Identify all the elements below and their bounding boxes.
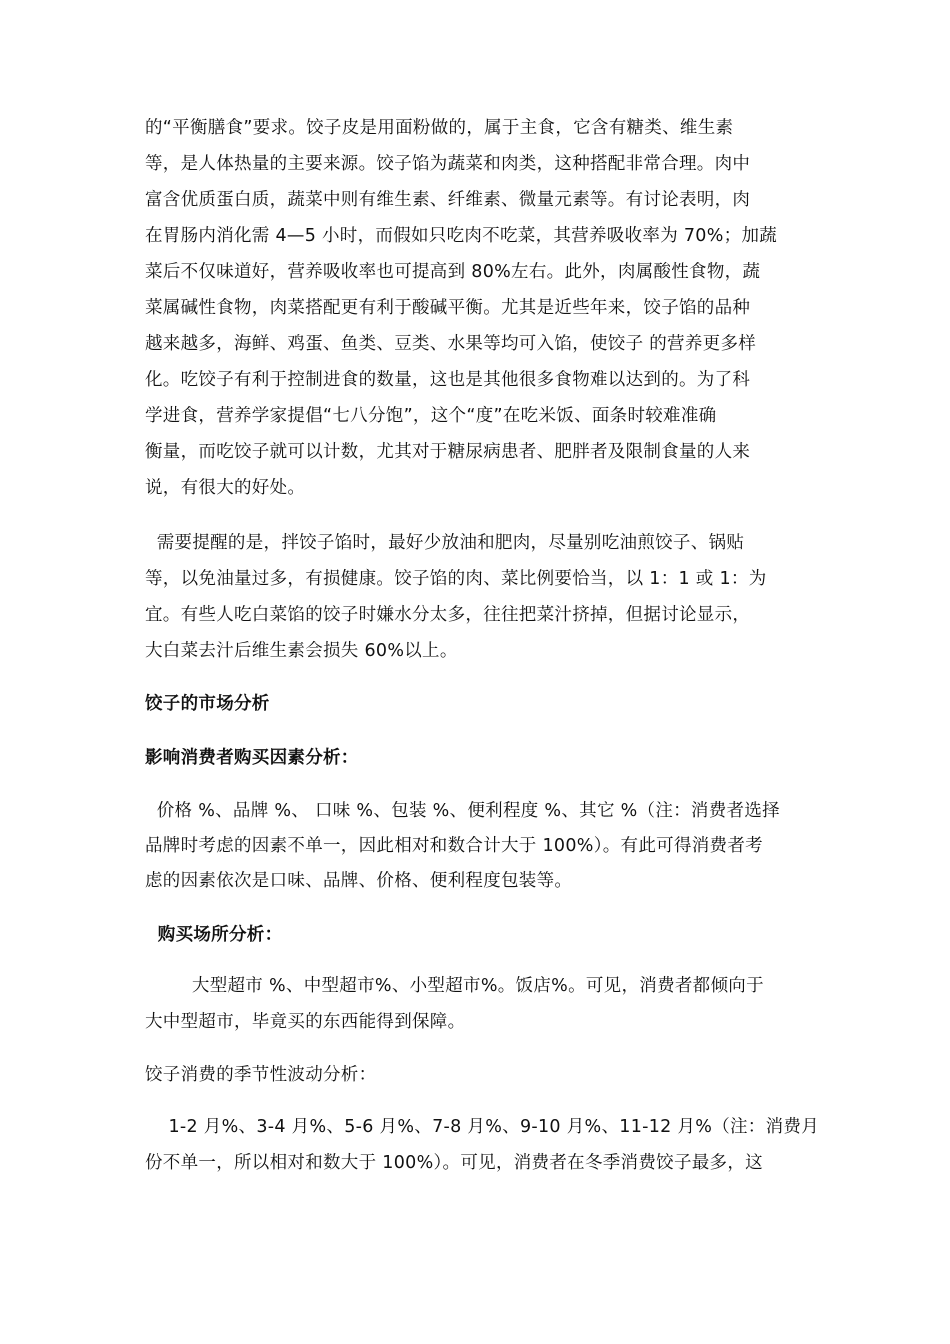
text-line: 菜属碱性食物，肉菜搭配更有利于酸碱平衡。尤其是近些年来，饺子馅的品种 [145,298,751,318]
text-line: 的“平衡膳食”要求。饺子皮是用面粉做的，属于主食，它含有糖类、维生素 [145,118,734,138]
text-line: 等，以免油量过多，有损健康。饺子馅的肉、菜比例要恰当，以 1：1 或 1：为 [145,569,767,589]
text-line: 价格 %、品牌 %、 口味 %、包装 %、便利程度 %、其它 %（注：消费者选择 [145,801,780,821]
text-line: 大型超市 %、中型超市%、小型超市%。饭店%。可见，消费者都倾向于 [145,976,764,996]
heading-purchase-place: 购买场所分析： [145,925,283,945]
text-line: 富含优质蛋白质，蔬菜中则有维生素、纤维素、微量元素等。有讨论表明，肉 [145,190,751,210]
text-line: 份不单一，所以相对和数大于 100%）。可见，消费者在冬季消费饺子最多，这 [145,1153,763,1173]
text-line: 在胃肠内消化需 4—5 小时，而假如只吃肉不吃菜，其营养吸收率为 70%；加蔬 [145,226,778,246]
heading-purchase-factors: 影响消费者购买因素分析： [145,748,359,768]
text-line: 越来越多，海鲜、鸡蛋、鱼类、豆类、水果等均可入馅，使饺子 的营养更多样 [145,334,757,354]
text-line: 菜后不仅味道好，营养吸收率也可提高到 80%左右。此外，肉属酸性食物，蔬 [145,262,761,282]
text-line: 化。吃饺子有利于控制进食的数量，这也是其他很多食物难以达到的。为了科 [145,370,751,390]
text-line: 虑的因素依次是口味、品牌、价格、便利程度包装等。 [145,871,573,891]
heading-seasonal-analysis: 饺子消费的季节性波动分析： [145,1065,377,1085]
text-line: 大白菜去汁后维生素会损失 60%以上。 [145,641,458,661]
heading-market-analysis: 饺子的市场分析 [145,694,270,714]
text-line: 需要提醒的是，拌饺子馅时，最好少放油和肥肉，尽量别吃油煎饺子、锅贴 [145,533,745,553]
text-line: 1-2 月%、3-4 月%、5-6 月%、7-8 月%、9-10 月%、11-12 月%（注：消费月 [145,1117,819,1137]
text-line: 等，是人体热量的主要来源。饺子馅为蔬菜和肉类，这种搭配非常合理。肉中 [145,154,751,174]
text-line: 说，有很大的好处。 [145,478,306,498]
text-line: 衡量，而吃饺子就可以计数，尤其对于糖尿病患者、肥胖者及限制食量的人来 [145,442,751,462]
text-line: 大中型超市，毕竟买的东西能得到保障。 [145,1012,466,1032]
text-line: 学进食，营养学家提倡“七八分饱”，这个“度”在吃米饭、面条时较难准确 [145,406,717,426]
text-line: 宜。有些人吃白菜馅的饺子时嫌水分太多，往往把菜汁挤掉，但据讨论显示， [145,605,751,625]
text-line: 品牌时考虑的因素不单一，因此相对和数合计大于 100%）。有此可得消费者考 [145,836,763,856]
